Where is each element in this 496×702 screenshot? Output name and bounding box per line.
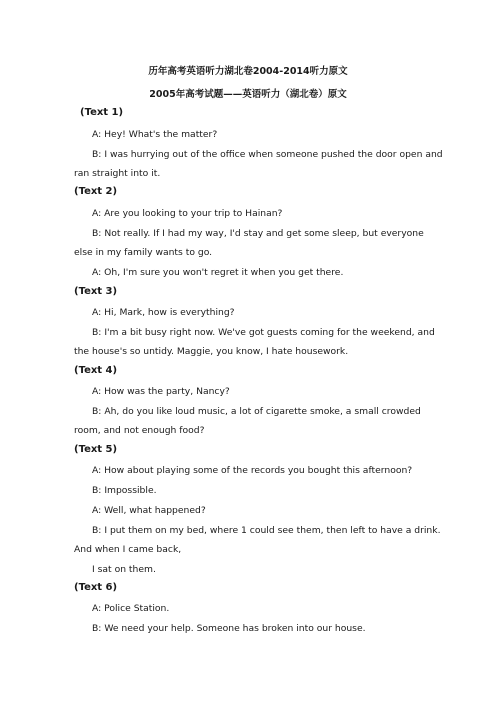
section-heading: (Text 4) xyxy=(74,365,118,376)
section-heading: (Text 5) xyxy=(74,444,118,455)
document-subtitle: 2005年高考试题——英语听力（湖北卷）原文 xyxy=(149,89,347,100)
dialogue-line: A: How about playing some of the records you bought this afternoon? xyxy=(92,465,413,476)
document-title: 历年高考英语听力湖北卷2004-2014听力原文 xyxy=(148,66,348,77)
dialogue-line: B: Impossible. xyxy=(92,485,157,496)
section-heading: (Text 3) xyxy=(74,286,118,297)
dialogue-line: A: Well, what happened? xyxy=(92,505,206,516)
dialogue-line: A: Oh, I'm sure you won't regret it when you get there. xyxy=(92,267,344,278)
dialogue-line: I sat on them. xyxy=(92,564,156,575)
dialogue-line: A: Police Station. xyxy=(92,603,170,614)
dialogue-line: B: I'm a bit busy right now. We've got guests coming for the weekend, and xyxy=(92,327,435,338)
dialogue-line: the house's so untidy. Maggie, you know, I hate housework. xyxy=(74,346,349,357)
dialogue-line: else in my family wants to go. xyxy=(74,247,213,258)
dialogue-line: room, and not enough food? xyxy=(74,425,205,436)
dialogue-line: B: I was hurrying out of the office when someone pushed the door open and xyxy=(92,149,443,160)
dialogue-line: ran straight into it. xyxy=(74,168,161,179)
dialogue-line: B: Not really. If I had my way, I'd stay and get some sleep, but everyone xyxy=(92,228,424,239)
dialogue-line: B: Ah, do you like loud music, a lot of cigarette smoke, a small crowded xyxy=(92,406,421,417)
dialogue-line: A: Are you looking to your trip to Hainan? xyxy=(92,208,283,219)
section-heading: (Text 1) xyxy=(80,107,124,118)
section-heading: (Text 6) xyxy=(74,582,118,593)
dialogue-line: B: We need your help. Someone has broken into our house. xyxy=(92,623,366,634)
section-heading: (Text 2) xyxy=(74,186,118,197)
dialogue-line: And when I came back, xyxy=(74,544,182,555)
dialogue-line: A: Hi, Mark, how is everything? xyxy=(92,307,235,318)
dialogue-line: B: I put them on my bed, where 1 could see them, then left to have a drink. xyxy=(92,525,441,536)
dialogue-line: A: Hey! What's the matter? xyxy=(92,129,218,140)
dialogue-line: A: How was the party, Nancy? xyxy=(92,386,230,397)
